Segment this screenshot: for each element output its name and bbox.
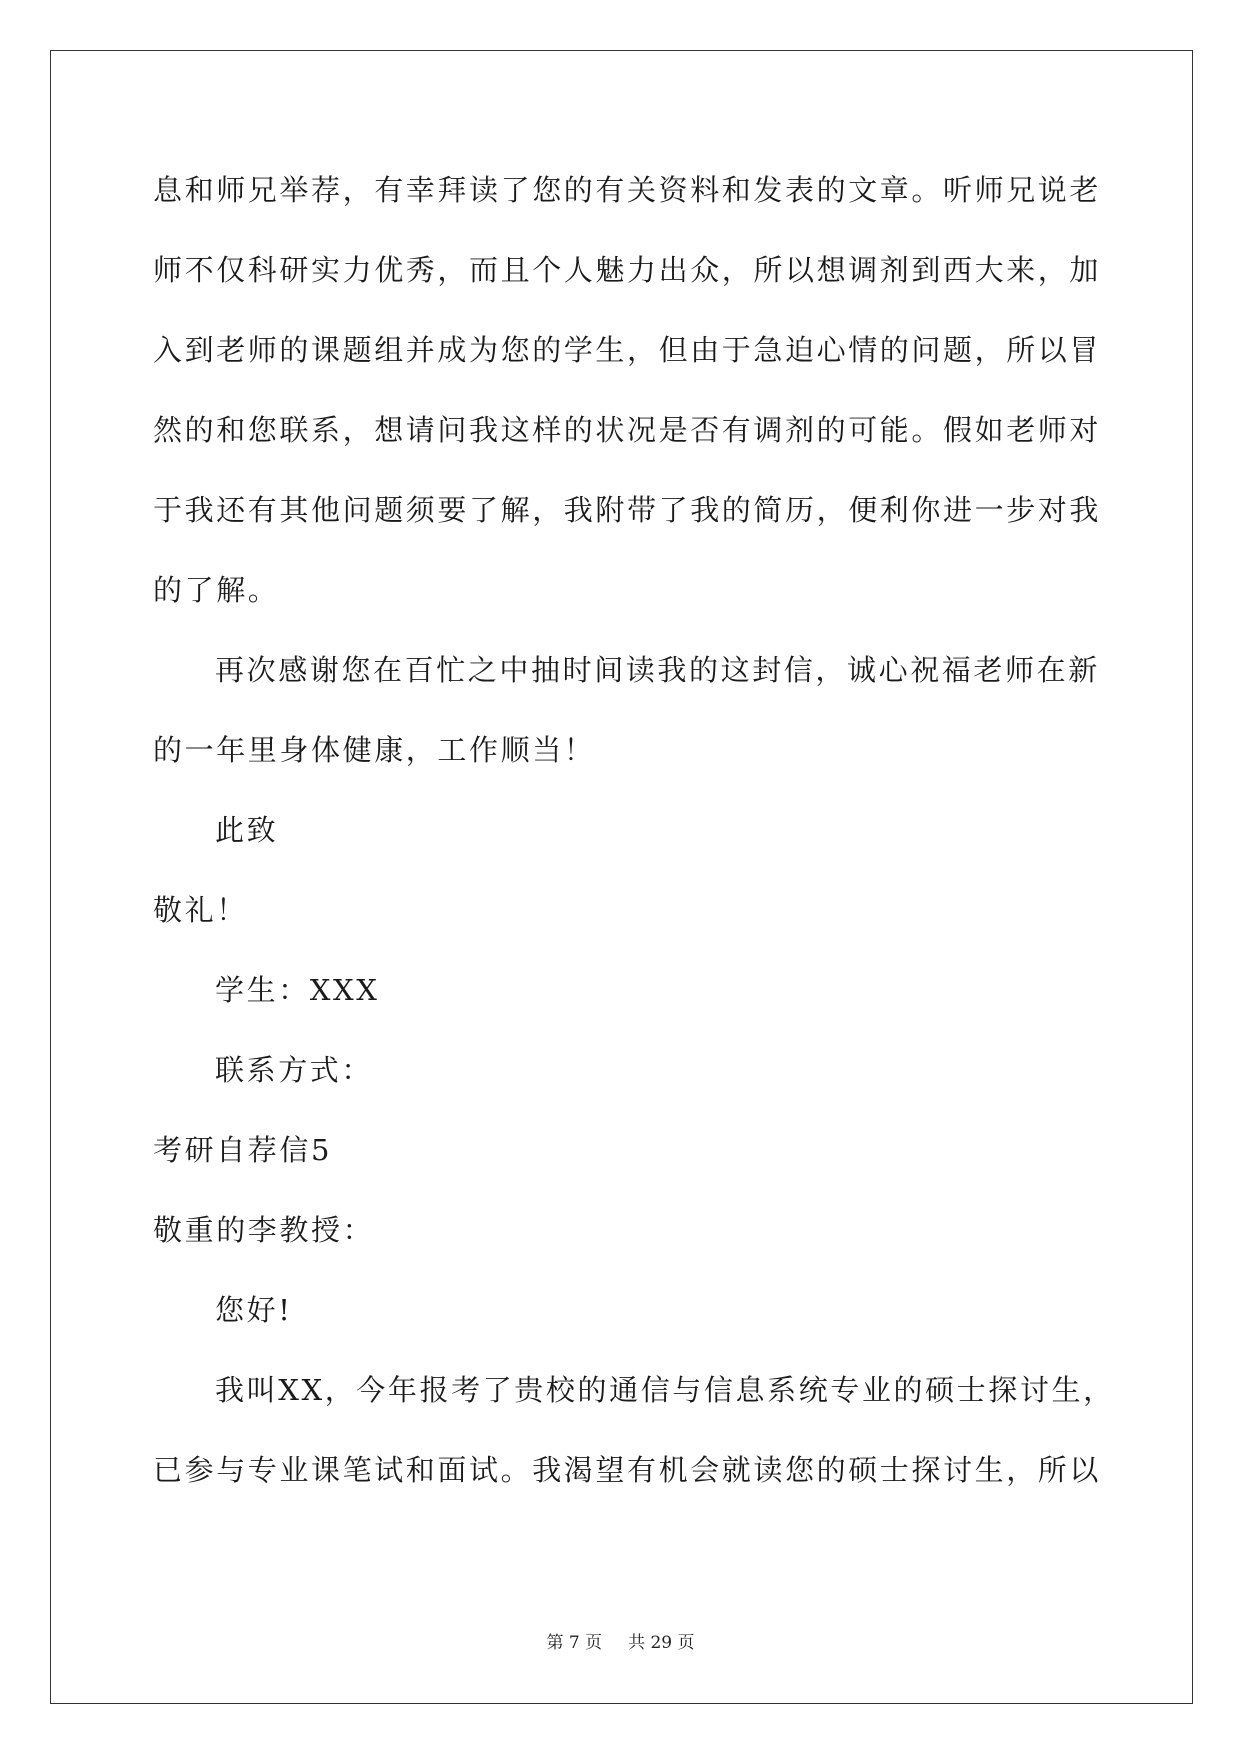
signature-contact: 联系方式： <box>215 1053 374 1087</box>
body-line-3: 入到老师的课题组并成为您的学生，但由于急迫心情的问题，所以冒 <box>153 333 1102 367</box>
signature-student: 学生：XXX <box>215 973 380 1007</box>
body-line-1: 息和师兄举荐，有幸拜读了您的有关资料和发表的文章。听师兄说老 <box>153 173 1102 207</box>
salutation-close: 敬礼！ <box>153 893 248 927</box>
body-line-5: 于我还有其他问题须要了解，我附带了我的简历，便利你进一步对我 <box>153 493 1102 527</box>
body-line-16: 我叫XX，今年报考了贵校的通信与信息系统专业的硕士探讨生， <box>215 1373 1115 1407</box>
greeting: 您好! <box>215 1293 293 1327</box>
page-total: 共 29 页 <box>628 1633 695 1653</box>
letter-salutation: 敬重的李教授： <box>153 1213 375 1247</box>
body-line-2: 师不仅科研实力优秀，而且个人魅力出众，所以想调剂到西大来，加 <box>153 253 1102 287</box>
body-line-6: 的了解。 <box>153 573 280 607</box>
section-heading: 考研自荐信5 <box>153 1133 333 1167</box>
page-number: 第 7 页 <box>546 1633 603 1653</box>
body-line-8: 的一年里身体健康，工作顺当！ <box>153 733 596 767</box>
body-line-17: 已参与专业课笔试和面试。我渴望有机会就读您的硕士探讨生，所以 <box>153 1453 1102 1487</box>
body-line-4: 然的和您联系，想请问我这样的状况是否有调剂的可能。假如老师对 <box>153 413 1102 447</box>
body-line-7: 再次感谢您在百忙之中抽时间读我的这封信，诚心祝福老师在新 <box>215 653 1100 687</box>
page-footer <box>0 1633 1241 1653</box>
closing-phrase: 此致 <box>215 813 279 847</box>
